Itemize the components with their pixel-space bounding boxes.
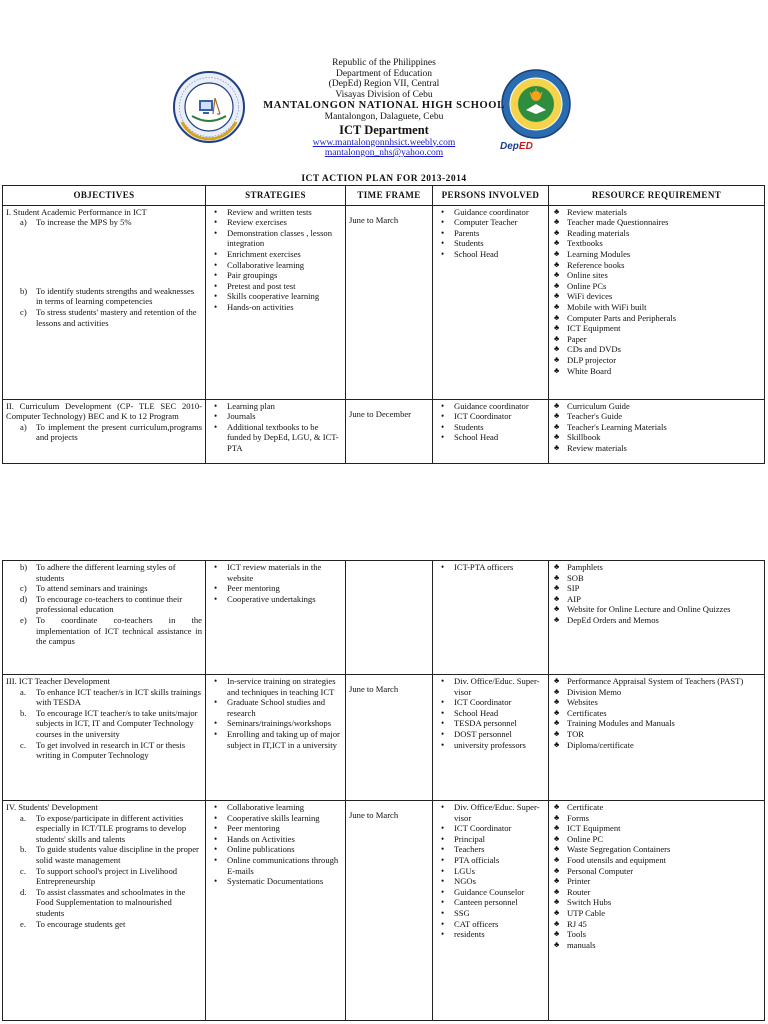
list-item: ♣ White Board	[567, 366, 761, 377]
list-item: • School Head	[454, 708, 545, 719]
action-plan-table	[2, 185, 765, 464]
list-item: ♣ Online sites	[567, 270, 761, 281]
objective-item: d. To assist classmates and schoolmates in the Food Supplementation to malnourished students	[20, 886, 186, 918]
list-item: ♣ SIP	[567, 583, 761, 594]
list-item: ♣ Printer	[567, 876, 761, 887]
list-item: • Additional textbooks to be funded by DepEd, LGU, & ICT-PTA	[227, 422, 342, 454]
time-frame-cell	[346, 561, 433, 675]
list-item: • Pretest and post test	[227, 281, 342, 292]
header-line: Visayas Division of Cebu	[335, 89, 433, 100]
column-header: TIME FRAME	[346, 186, 433, 206]
list-item: • Students	[454, 238, 545, 249]
table-row	[3, 205, 765, 399]
list-item: • DOST personnel	[454, 729, 545, 740]
list-item: • PTA officials	[454, 855, 545, 866]
list-item: • Peer mentoring	[227, 823, 342, 834]
list-item: ♣ Review materials	[567, 443, 761, 454]
objective-item: d) To encourage co-teachers to continue their professional education	[20, 593, 183, 615]
list-item: ♣ WiFi devices	[567, 291, 761, 302]
resources-list	[552, 401, 761, 454]
table-row	[3, 399, 765, 463]
list-item: ♣ Division Memo	[567, 687, 761, 698]
objective-item: a) To implement the present curriculum,programs and projects	[20, 421, 202, 443]
section-title: III. ICT Teacher Development	[6, 676, 111, 686]
list-item: • Guidance coordinator	[454, 207, 545, 218]
list-item: ♣ manuals	[567, 940, 761, 951]
list-item: • Collaborative learning	[227, 260, 342, 271]
header-line: Republic of the Philippines	[332, 58, 436, 68]
strategies-cell	[206, 801, 346, 1021]
list-item: • residents	[454, 929, 545, 940]
strategies-list	[209, 676, 342, 750]
section-title: I. Student Academic Performance in ICT	[6, 206, 147, 217]
resources-list	[552, 676, 761, 750]
resources-cell	[549, 205, 765, 399]
time-frame-cell: June to March	[346, 205, 433, 399]
resources-list	[552, 802, 761, 950]
persons-cell	[433, 561, 549, 675]
list-item: • SSG	[454, 908, 545, 919]
objective-item: b) To adhere the different learning styles of students	[20, 562, 176, 583]
column-header: OBJECTIVES	[3, 186, 206, 206]
list-item: • ICT-PTA officers	[454, 562, 545, 573]
column-header: RESOURCE REQUIREMENT	[549, 186, 765, 206]
objective-item: c. To support school's project in Livelihood Entrepreneurship	[20, 865, 178, 887]
section-title: II. Curriculum Development (CP- TLE SEC 2010- Computer Technology) BEC and K to 12 Program	[6, 400, 202, 422]
list-item: ♣ Router	[567, 887, 761, 898]
list-item: • Review and written tests	[227, 207, 342, 218]
list-item: • Review exercises	[227, 217, 342, 228]
resources-cell	[549, 675, 765, 801]
list-item: • CAT officers	[454, 919, 545, 930]
strategies-cell	[206, 561, 346, 675]
list-item: • Graduate School studies and research	[227, 697, 342, 718]
list-item: ♣ Reading materials	[567, 228, 761, 239]
table-row	[3, 675, 765, 801]
list-item: ♣ DepEd Orders and Memos	[567, 615, 761, 626]
list-item: ♣ AIP	[567, 594, 761, 605]
list-item: ♣ CDs and DVDs	[567, 344, 761, 355]
email-link[interactable]: mantalongon_nhs@yahoo.com	[324, 148, 444, 158]
list-item: ♣ Paper	[567, 334, 761, 345]
list-item: • ICT Coordinator	[454, 697, 545, 708]
list-item: • Computer Teacher	[454, 217, 545, 228]
strategies-list	[209, 401, 342, 454]
objective-item: a) To increase the MPS by 5%	[20, 217, 132, 228]
objectives-cell	[3, 675, 206, 801]
list-item: ♣ Performance Appraisal System of Teachers (PAST)	[567, 676, 761, 687]
column-header: STRATEGIES	[206, 186, 346, 206]
list-item: • Seminars/trainings/workshops	[227, 718, 342, 729]
list-item: • NGOs	[454, 876, 545, 887]
resources-cell	[549, 801, 765, 1021]
list-item: • Journals	[227, 411, 342, 422]
table-header-row	[3, 186, 765, 206]
list-item: ♣ Certificate	[567, 802, 761, 813]
list-item: • Div. Office/Educ. Super- visor	[454, 802, 545, 823]
list-item: ♣ Website for Online Lecture and Online Quizzes	[567, 604, 761, 615]
list-item: • In-service training on strategies and techniques in teaching ICT	[227, 676, 342, 697]
list-item: ♣ TOR	[567, 729, 761, 740]
list-item: • Hands-on activities	[227, 302, 342, 313]
website-link[interactable]: www.mantalongonnhsict.weebly.com	[312, 137, 456, 148]
list-item: • School Head	[454, 249, 545, 260]
list-item: ♣ Teacher's Guide	[567, 411, 761, 422]
list-item: • university professors	[454, 740, 545, 751]
list-item: • Hands on Activities	[227, 834, 342, 845]
objective-item: a. To enhance ICT teacher/s in ICT skills trainings with TESDA	[20, 686, 201, 708]
list-item: ♣ ICT Equipment	[567, 323, 761, 334]
time-frame-cell: June to March	[346, 801, 433, 1021]
persons-list	[436, 401, 545, 443]
strategies-list	[209, 207, 342, 313]
list-item: • Teachers	[454, 844, 545, 855]
list-item: ♣ Textbooks	[567, 238, 761, 249]
table-row	[3, 801, 765, 1021]
list-item: ♣ UTP Cable	[567, 908, 761, 919]
list-item: ♣ Online PCs	[567, 281, 761, 292]
school-name: MANTALONGON NATIONAL HIGH SCHOOL	[263, 100, 505, 111]
list-item: ♣ Learning Modules	[567, 249, 761, 260]
strategies-cell	[206, 399, 346, 463]
resources-cell	[549, 399, 765, 463]
section-title: IV. Students' Development	[6, 802, 98, 812]
time-frame-cell: June to December	[346, 399, 433, 463]
list-item: • Principal	[454, 834, 545, 845]
list-item: ♣ SOB	[567, 573, 761, 584]
list-item: • LGUs	[454, 866, 545, 877]
list-item: • Students	[454, 422, 545, 433]
objective-item: b. To guide students value discipline in the proper solid waste management	[20, 844, 199, 865]
persons-cell	[433, 205, 549, 399]
list-item: • Online publications	[227, 844, 342, 855]
list-item: ♣ RJ 45	[567, 919, 761, 930]
objective-item: b. To encourage ICT teacher/s to take units/major subjects in ICT, IT and Computer Technology courses in the university	[20, 707, 198, 739]
school-address: Mantalongon, Dalaguete, Cebu	[324, 112, 444, 122]
department-name: ICT Department	[339, 122, 429, 137]
list-item: • Collaborative learning	[227, 802, 342, 813]
list-item: • Guidance coordinator	[454, 401, 545, 412]
list-item: ♣ DLP projector	[567, 355, 761, 366]
list-item: ♣ Websites	[567, 697, 761, 708]
list-item: • TESDA personnel	[454, 718, 545, 729]
list-item: • ICT Coordinator	[454, 411, 545, 422]
list-item: ♣ Pamphlets	[567, 562, 761, 573]
objective-item: c) To stress students' mastery and retention of the lessons and activities	[20, 306, 197, 328]
list-item: ♣ ICT Equipment	[567, 823, 761, 834]
objectives-cell	[3, 561, 206, 675]
list-item: • Div. Office/Educ. Super- visor	[454, 676, 545, 697]
objectives-cell	[3, 801, 206, 1021]
list-item: ♣ Certificates	[567, 708, 761, 719]
list-item: • Cooperative skills learning	[227, 813, 342, 824]
list-item: • Enrolling and taking up of major subject in IT,ICT in a university	[227, 729, 342, 750]
list-item: ♣ Review materials	[567, 207, 761, 218]
persons-cell	[433, 801, 549, 1021]
list-item: ♣ Skillbook	[567, 432, 761, 443]
list-item: ♣ Food utensils and equipment	[567, 855, 761, 866]
resources-list	[552, 207, 761, 377]
persons-cell	[433, 399, 549, 463]
document-title: ICT ACTION PLAN FOR 2013-2014	[301, 174, 467, 184]
objective-item: e) To coordinate co-teachers in the implementation of ICT technical assistance in the campus	[20, 614, 202, 647]
persons-list	[436, 676, 545, 750]
persons-cell	[433, 675, 549, 801]
list-item: • Enrichment exercises	[227, 249, 342, 260]
list-item: • Learning plan	[227, 401, 342, 412]
list-item: ♣ Online PC	[567, 834, 761, 845]
list-item: ♣ Diploma/certificate	[567, 740, 761, 751]
strategies-cell	[206, 675, 346, 801]
list-item: • Parents	[454, 228, 545, 239]
list-item: ♣ Computer Parts and Peripherals	[567, 313, 761, 324]
list-item: • ICT Coordinator	[454, 823, 545, 834]
list-item: ♣ Tools	[567, 929, 761, 940]
list-item: • Online communications through E-mails	[227, 855, 342, 876]
list-item: ♣ Training Modules and Manuals	[567, 718, 761, 729]
list-item: ♣ Teacher made Questionnaires	[567, 217, 761, 228]
persons-list	[436, 802, 545, 940]
letterhead	[0, 58, 768, 159]
list-item: • Cooperative undertakings	[227, 594, 342, 605]
list-item: • Systematic Documentations	[227, 876, 342, 887]
list-item: • Canteen personnel	[454, 897, 545, 908]
strategies-cell	[206, 205, 346, 399]
objective-item: e. To encourage students get	[20, 918, 126, 929]
strategies-list	[209, 562, 342, 604]
table-row	[3, 561, 765, 675]
objectives-cell	[3, 399, 206, 463]
resources-cell	[549, 561, 765, 675]
list-item: ♣ Reference books	[567, 260, 761, 271]
objective-item: a. To expose/participate in different activities especially in ICT/TLE programs to develop students' skills and talents	[20, 812, 187, 844]
resources-list	[552, 562, 761, 626]
list-item: • Guidance Counselor	[454, 887, 545, 898]
list-item: ♣ Forms	[567, 813, 761, 824]
column-header: PERSONS INVOLVED	[433, 186, 549, 206]
time-frame-cell: June to March	[346, 675, 433, 801]
list-item: ♣ Curriculum Guide	[567, 401, 761, 412]
persons-list	[436, 562, 545, 573]
list-item: ♣ Switch Hubs	[567, 897, 761, 908]
header-line: Department of Education	[335, 68, 433, 79]
list-item: • Peer mentoring	[227, 583, 342, 594]
deped-wordmark: DepED	[500, 141, 533, 152]
list-item: • ICT review materials in the website	[227, 562, 342, 583]
list-item: • Skills cooperative learning	[227, 291, 342, 302]
list-item: • Demonstration classes , lesson integration	[227, 228, 342, 249]
list-item: ♣ Teacher's Learning Materials	[567, 422, 761, 433]
list-item: ♣ Waste Segregation Containers	[567, 844, 761, 855]
list-item: ♣ Personal Computer	[567, 866, 761, 877]
header-line: (DepEd) Region VII, Central	[328, 79, 440, 89]
list-item: • School Head	[454, 432, 545, 443]
strategies-list	[209, 802, 342, 887]
objective-item: c. To get involved in research in ICT or thesis writing in Computer Technology	[20, 739, 186, 761]
action-plan-table-continued	[2, 560, 765, 1021]
objective-item: c) To attend seminars and trainings	[20, 583, 148, 594]
objectives-cell	[3, 205, 206, 399]
objective-item: b) To identify students strengths and weaknesses in terms of learning competencies	[20, 285, 195, 307]
list-item: ♣ Mobile with WiFi built	[567, 302, 761, 313]
list-item: • Pair groupings	[227, 270, 342, 281]
persons-list	[436, 207, 545, 260]
